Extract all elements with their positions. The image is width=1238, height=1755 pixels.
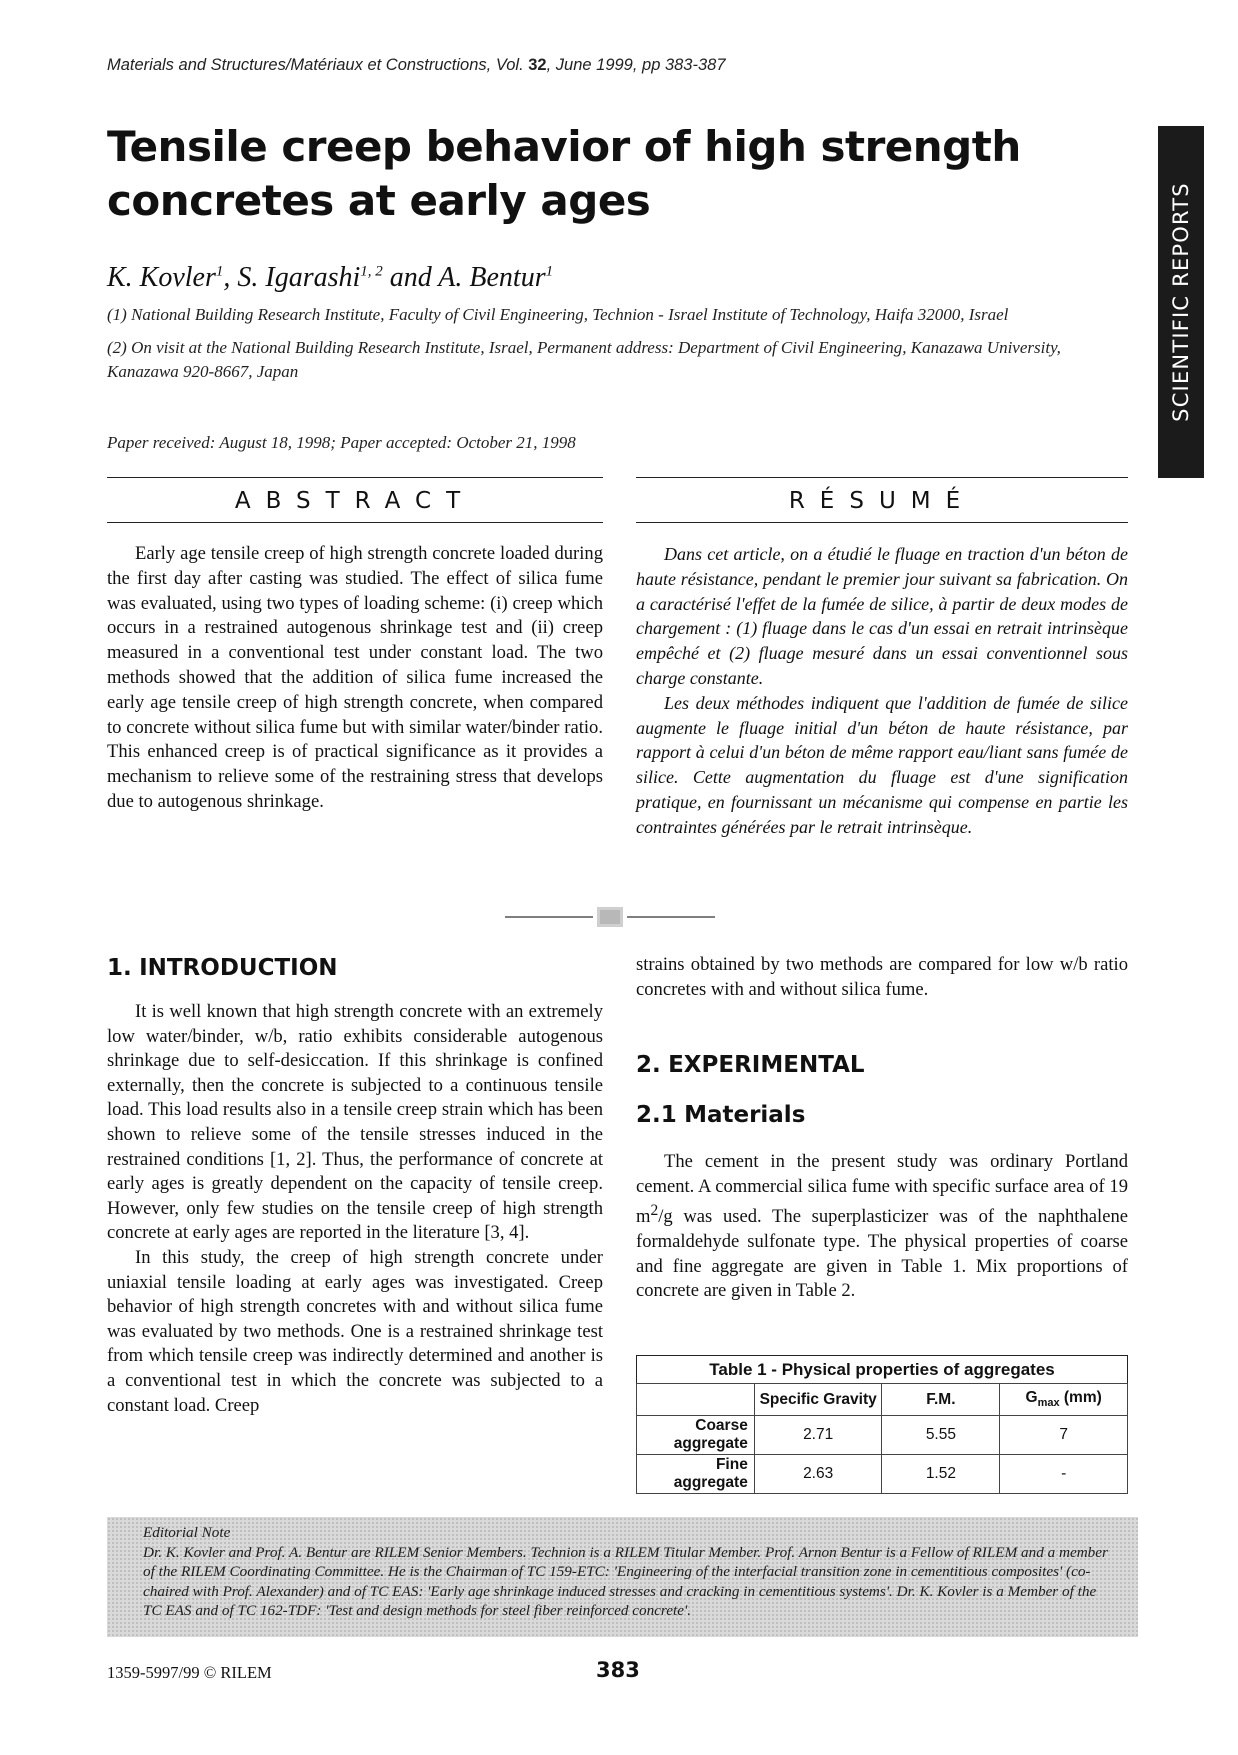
paper-title: Tensile creep behavior of high strength concretes at early ages	[107, 122, 1021, 225]
abstract-rule-bottom	[107, 522, 603, 523]
journal-header: Materials and Structures/Matériaux et Constructions, Vol. 32, June 1999, pp 383-387	[107, 56, 726, 74]
side-tab-label: SCIENTIFIC REPORTS	[1169, 182, 1194, 422]
row-label: Fine aggregate	[637, 1455, 755, 1494]
journal-name: Materials and Structures/Matériaux et Constructions,	[107, 56, 492, 74]
materials-subheading: 2.1 Materials	[636, 1102, 806, 1128]
author-list: K. Kovler$^1$, S. Igarashi$^{1, 2}$ and A. Bentur$^1$	[107, 262, 554, 293]
paper-dates: Paper received: August 18, 1998; Paper accepted: October 21, 1998	[107, 433, 576, 452]
row-label: Coarse aggregate	[637, 1416, 755, 1455]
editorial-note-box	[107, 1517, 1138, 1637]
resume-rule-top	[636, 477, 1128, 478]
table-1	[636, 1355, 1128, 1494]
cell-fm: 1.52	[882, 1455, 1000, 1494]
experimental-heading: 2. EXPERIMENTAL	[636, 1052, 865, 1078]
abstract-body	[107, 542, 603, 815]
issue-info: , June 1999, pp 383-387	[546, 56, 726, 74]
intro-continuation	[636, 953, 1128, 1002]
aggregate-properties-table	[636, 1355, 1128, 1494]
resume-heading: RÉSUMÉ	[788, 488, 976, 514]
table-row	[637, 1455, 1128, 1494]
materials-paragraph: The cement in the present study was ordinary Portland cement. A commercial silica fume with specific surface area of 19 $m^2/g$ was used. The superplasticizer was of the naphthalene formaldehyde sulfonate type. The physical properties of coarse and fine aggregate are given in Table 1. Mix proportions of concrete are given in Table 2.	[636, 1151, 1128, 1302]
resume-paragraph-1: Dans cet article, on a étudié le fluage en traction d'un béton de haute résistance, pendant le premier jour suivant sa fabrication. On a caractérisé l'effet de la fumée de silice, à partir de deux modes de chargement : (1) fluage dans le cas d'un essai en retrait intrinsèque empêché et (2) fluage mesuré dans un essai conventionnel sous charge constante.	[636, 544, 1128, 688]
cell-gmax: -	[1000, 1455, 1128, 1494]
affiliation-2: (2) On visit at the National Building Research Institute, Israel, Permanent address: Department of Civil Engineering, Kanazawa University, Kanazawa 920-8667, Japan	[107, 338, 1061, 381]
intro-continuation-text: strains obtained by two methods are compared for low w/b ratio concretes with and without silica fume.	[636, 954, 1128, 1000]
resume-paragraph-2: Les deux méthodes indiquent que l'addition de fumée de silice augmente le fluage initial d'un béton de haute résistance, par rapport à celui d'un béton de même rapport eau/liant sans fumée de silice. Cette augmentation du fluage est d'une signification pratique, en fournissant un mécanisme qui compense en partie les contraintes générées par le retrait intrinsèque.	[636, 692, 1128, 837]
cell-gmax: 7	[1000, 1416, 1128, 1455]
col-fineness-modulus: F.M.	[882, 1384, 1000, 1416]
section-side-tab	[1158, 126, 1204, 478]
col-specific-gravity: Specific Gravity	[754, 1384, 882, 1416]
intro-heading: 1. INTRODUCTION	[107, 955, 338, 981]
table-row	[637, 1416, 1128, 1455]
cell-fm: 5.55	[882, 1416, 1000, 1455]
materials-body	[636, 1150, 1128, 1304]
intro-paragraph-2: In this study, the creep of high strength concrete under uniaxial tensile loading at early ages was investigated. Creep behavior of high strength concretes with and without silica fume was evaluated by two methods. One is a restrained shrinkage test from which tensile creep was indirectly determined and another is a conventional test in which the concrete was subjected to a constant load. Creep	[107, 1246, 603, 1416]
editorial-note-heading: Editorial Note	[143, 1524, 231, 1541]
volume-number: 32	[528, 56, 547, 74]
col-gmax: $G_{max}$ (mm)	[1000, 1384, 1128, 1416]
affiliation-1: (1) National Building Research Institute, Faculty of Civil Engineering, Technion - Israel Institute of Technology, Haifa 32000, Israel	[107, 305, 1009, 324]
cell-specific-gravity: 2.63	[754, 1455, 882, 1494]
abstract-heading: ABSTRACT	[234, 488, 476, 514]
table-header-row	[637, 1384, 1128, 1416]
abstract-rule-top	[107, 477, 603, 478]
cell-specific-gravity: 2.71	[754, 1416, 882, 1455]
abstract-paragraph: Early age tensile creep of high strength concrete loaded during the first day after casting was studied. The effect of silica fume was evaluated, using two types of loading scheme: (i) creep which occurs in a restrained autogenous shrinkage test and (ii) creep measured in a conventional test under constant load. The two methods showed that the addition of silica fume increased the early age tensile creep of high strength concrete, when compared to concrete without silica fume but with similar water/binder ratio. This enhanced creep is of practical significance as it provides a mechanism to relieve some of the restraining stress that develops due to autogenous shrinkage.	[107, 543, 603, 812]
page-number: 383	[596, 1658, 640, 1682]
intro-paragraph-1: It is well known that high strength concrete with an extremely low water/binder, w/b, ratio exhibits considerable autogenous shrinkage due to self-desiccation. If this shrinkage is confined externally, then the concrete is subjected to a continuous tensile load. This load results also in a tensile creep strain which has been shown to relieve some of the tensile stresses induced in the restrained conditions [1, 2]. Thus, the performance of concrete at early ages is greatly dependent on the capacity of tensile creep. However, only few studies on the tensile creep of high strength concrete at early ages are reported in the literature [3, 4].	[107, 1001, 603, 1244]
intro-body	[107, 1000, 603, 1418]
resume-body	[636, 542, 1128, 840]
section-divider-ornament	[505, 905, 715, 929]
table-1-caption: Table 1 - Physical properties of aggregates	[636, 1355, 1128, 1383]
footer-issn: 1359-5997/99 © RILEM	[107, 1663, 272, 1682]
editorial-note-content	[143, 1523, 1118, 1621]
resume-rule-bottom	[636, 522, 1128, 523]
table-corner-cell	[637, 1384, 755, 1416]
editorial-note-text: Dr. K. Kovler and Prof. A. Bentur are RILEM Senior Members. Technion is a RILEM Titular Member. Prof. Arnon Bentur is a Fellow of RILEM and a member of the RILEM Coordinating Committee. He is the Chairman of TC 159-ETC: 'Engineering of the interfacial transition zone in cementitious composites' (co-chaired with Prof. Alexander) and of TC EAS: 'Early age shrinkage induced stresses and cracking in cementitious systems'. Dr. K. Kovler is a Member of the TC EAS and of TC 162-TDF: 'Test and design methods for steel fiber reinforced concrete'.	[143, 1543, 1108, 1620]
